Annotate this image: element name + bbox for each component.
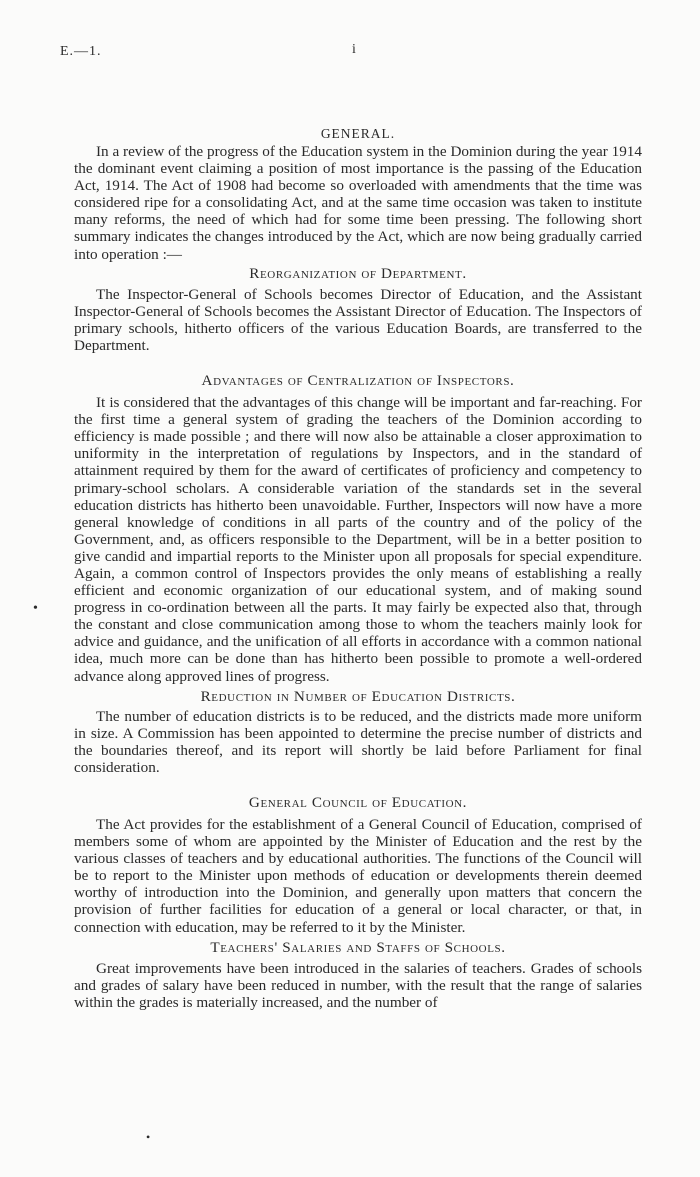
section-body-centralization: It is considered that the advantages of this change will be important and far-reaching. For the first time a general system of grading the teachers of the Dominion according to efficiency is made possible ; and there will now also be attainable a closer approximation to uniformity in the interpretation of regulations by Inspectors, and in the standard of attainment required by them for the award of certificates of proficiency and competency to primary-school scholars. A considerable variation of the standards set in the several education districts has hitherto been unavoidable. Further, Inspectors will now have a more general knowledge of conditions in all parts of the country and of the policy of the Government, and, as officers responsible to the Department, will be in a better position to give candid and impartial reports to the Minister upon all proposals for special expenditure. Again, a common control of Inspectors provides the only means of establishing a really efficient and economic organization of our educational system, and of making sound progress in co-ordination between all the parts. It may fairly be expected also that, through the constant and close communication among those to whom the teachers mainly look for advice and guidance, and the unification of all efforts in accordance with a common national idea, much more can be done than has hitherto been possible to promote a well-ordered advance along approved lines of progress. bbox=[74, 394, 642, 685]
section-heading-reorganization: Reorganization of Department. bbox=[249, 264, 467, 282]
section-body-council: The Act provides for the establishment of a General Council of Education, comprised of members some of whom are appointed by the Minister of Education and the rest by the various classes of teachers and by educational authorities. The functions of the Council will be to report to the Minister upon methods of education or developments therein deemed worthy of introduction into the Dominion, and generally upon matters that concern the provision of further facilities for education of a general or local character, or that, in connection with education, may be referred to it by the Minister. bbox=[74, 816, 642, 936]
margin-mark: • bbox=[33, 601, 38, 616]
page-body bbox=[74, 126, 642, 1011]
section-body-salaries: Great improvements have been introduced in the salaries of teachers. Grades of schools and grades of salary have been reduced in number, with the result that the range of salaries within the grades is materially increased, and the number of bbox=[74, 959, 642, 1011]
section-heading-centralization: Advantages of Centralization of Inspectors. bbox=[201, 372, 515, 390]
section-heading-salaries: Teachers' Salaries and Staffs of Schools. bbox=[210, 938, 506, 956]
page-reference: E.—1. bbox=[60, 44, 102, 59]
page-number: i bbox=[352, 42, 356, 57]
bottom-mark: • bbox=[146, 1130, 151, 1144]
section-heading-districts: Reduction in Number of Education Districts. bbox=[200, 687, 516, 705]
intro-paragraph: In a review of the progress of the Education system in the Dominion during the year 1914 the dominant event claiming a position of most importance is the passing of the Education Act, 1914. The Act of 1908 had become so overloaded with amendments that the time was considered ripe for a consolidating Act, and at the same time occasion was taken to institute many reforms, the need of which had for some time been pressing. The following short summary indicates the changes introduced by the Act, which are now being gradually carried into operation :— bbox=[74, 143, 642, 263]
section-body-reorganization: The Inspector-General of Schools becomes Director of Education, and the Assistant Inspector-General of Schools becomes the Assistant Director of Education. The Inspectors of primary schools, hitherto officers of the various Education Boards, are transferred to the Department. bbox=[74, 285, 642, 354]
section-body-districts: The number of education districts is to be reduced, and the districts made more uniform in size. A Commission has been appointed to determine the precise number of districts and the boundaries thereof, and its report will shortly be laid before Parliament for final consideration. bbox=[74, 707, 642, 776]
general-heading: GENERAL. bbox=[320, 126, 396, 141]
section-heading-council: General Council of Education. bbox=[248, 794, 468, 811]
